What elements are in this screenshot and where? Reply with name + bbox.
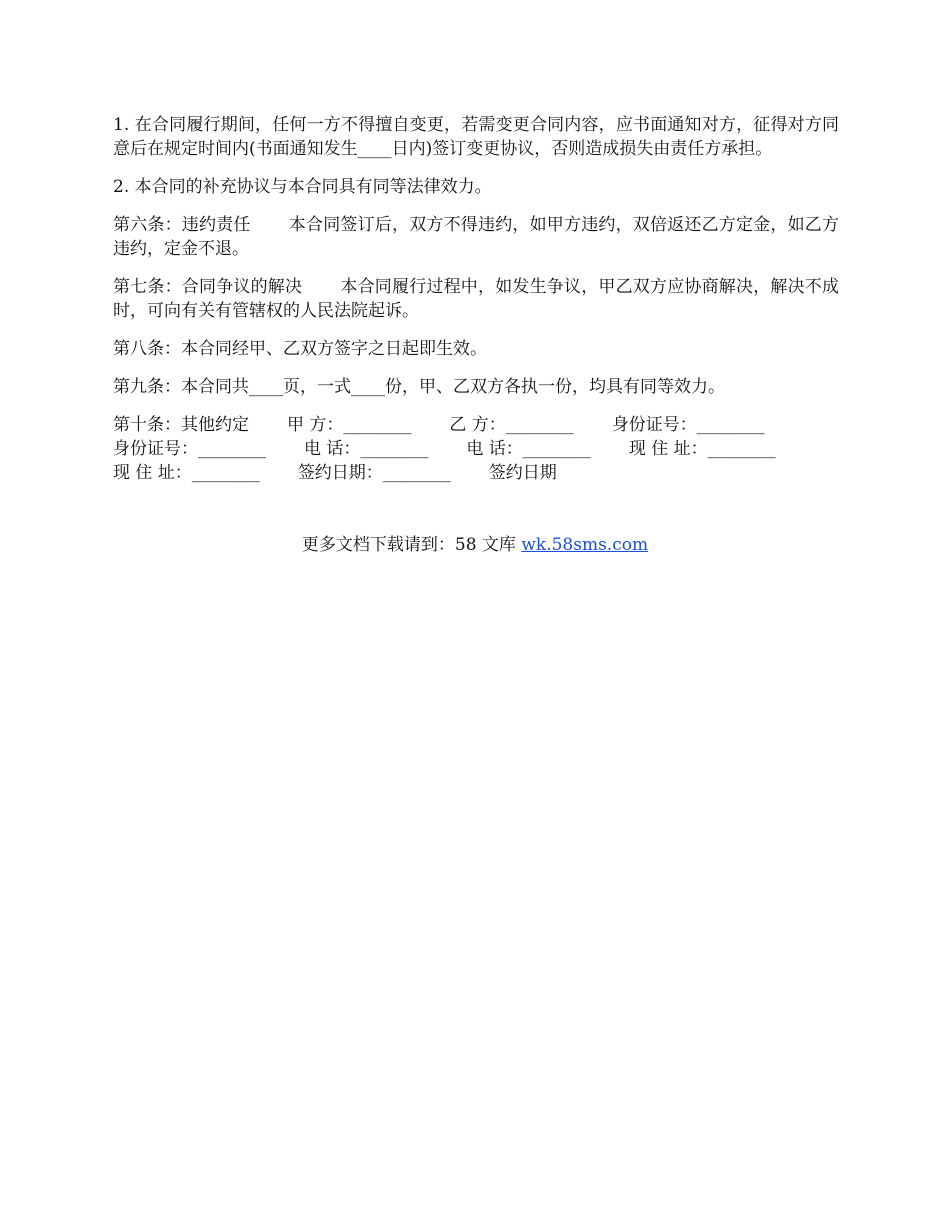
party-a-id-field: 身份证号：________ bbox=[611, 415, 765, 435]
party-b-field: 乙 方：________ bbox=[449, 415, 574, 435]
footer-text: 更多文档下载请到：58 文库 bbox=[301, 535, 522, 555]
article-6 bbox=[113, 213, 839, 261]
party-b-address-field: 现 住 址：________ bbox=[113, 463, 260, 483]
party-a-field: 甲 方：________ bbox=[287, 415, 412, 435]
article-10 bbox=[113, 413, 839, 485]
article-8: 第八条：本合同经甲、乙双方签字之日起即生效。 bbox=[113, 339, 487, 359]
article-10-line-2 bbox=[113, 437, 839, 461]
article-6-heading: 第六条：违约责任 bbox=[113, 215, 251, 235]
article-9: 第九条：本合同共____页，一式____份，甲、乙双方各执一份，均具有同等效力。 bbox=[113, 377, 725, 397]
article-6-text: 本合同签订后，双方不得违约，如甲方违约，双倍返还乙方定金，如乙方违约，定金不退。 bbox=[113, 215, 840, 259]
party-a-phone-field: 电 话：________ bbox=[304, 439, 429, 459]
article-10-line-1 bbox=[113, 413, 839, 437]
document-body bbox=[113, 113, 839, 499]
article-10-line-3 bbox=[113, 461, 839, 485]
paragraph-2: 2. 本合同的补充协议与本合同具有同等法律效力。 bbox=[113, 177, 492, 197]
party-b-sign-date-label: 签约日期 bbox=[488, 463, 557, 483]
article-7-text: 本合同履行过程中，如发生争议，甲乙双方应协商解决，解决不成时，可向有关有管辖权的人民法院起诉。 bbox=[113, 277, 840, 321]
article-7 bbox=[113, 275, 839, 323]
footer-link[interactable]: wk.58sms.com bbox=[521, 535, 649, 555]
party-a-sign-date-field: 签约日期：________ bbox=[297, 463, 451, 483]
paragraph-1: 1. 在合同履行期间，任何一方不得擅自变更，若需变更合同内容，应书面通知对方，征得对方同意后在规定时间内(书面通知发生____日内)签订变更协议，否则造成损失由责任方承担。 bbox=[113, 115, 839, 159]
article-10-heading: 第十条：其他约定 bbox=[113, 415, 249, 435]
article-7-heading: 第七条：合同争议的解决 bbox=[113, 277, 303, 297]
download-footer bbox=[0, 533, 950, 557]
party-b-phone-field: 电 话：________ bbox=[466, 439, 591, 459]
party-a-address-field: 现 住 址：________ bbox=[628, 439, 776, 459]
party-b-id-field: 身份证号：________ bbox=[113, 439, 266, 459]
